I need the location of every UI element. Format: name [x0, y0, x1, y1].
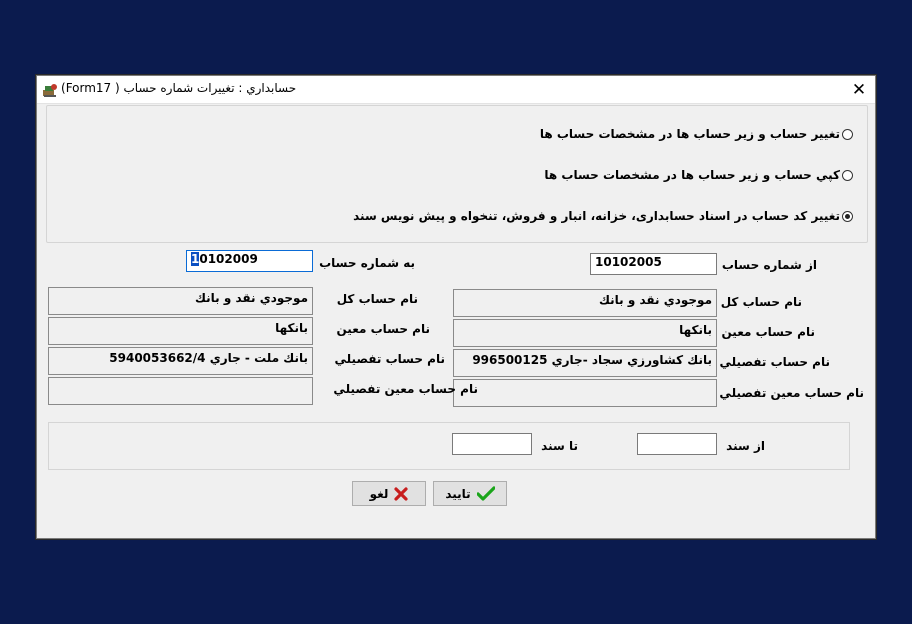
- change-account-dialog: [36, 75, 876, 539]
- from-moein-label: نام حساب معين: [721, 325, 815, 339]
- option-label: تغيير كد حساب در اسناد حسابداری، خزانه، انبار و فروش، تنخواه و پيش نويس سند: [353, 209, 840, 223]
- to-moein-field: بانكها: [48, 317, 313, 345]
- option-label: كپي حساب و زير حساب ها در مشخصات حساب ها: [544, 168, 840, 182]
- checkmark-icon: [477, 486, 495, 502]
- to-general-field: موجودي نقد و بانك: [48, 287, 313, 315]
- to-tafsili-label: نام حساب تفصيلي: [334, 352, 445, 366]
- from-document-label: از سند: [726, 439, 765, 453]
- cross-icon: [394, 487, 408, 501]
- radio-button[interactable]: [842, 170, 853, 181]
- from-tafsili-field: بانك كشاورزي سجاد -جاري 996500125: [453, 349, 717, 377]
- app-icon: [42, 82, 58, 98]
- to-moein-tafsili-label: نام حساب معين تفصيلي: [333, 382, 478, 396]
- window-title: حسابداري : تغييرات شماره حساب ( Form17): [61, 81, 297, 95]
- confirm-button[interactable]: [433, 481, 507, 506]
- from-moein-tafsili-label: نام حساب معين تفصيلي: [719, 386, 864, 400]
- radio-button-selected[interactable]: [842, 211, 853, 222]
- close-icon[interactable]: ✕: [851, 79, 867, 100]
- option-copy-account[interactable]: [544, 168, 853, 182]
- from-moein-tafsili-field: [453, 379, 717, 407]
- from-account-label: از شماره حساب: [721, 258, 817, 272]
- to-account-input[interactable]: [186, 250, 313, 272]
- radio-button[interactable]: [842, 129, 853, 140]
- to-moein-label: نام حساب معين: [336, 322, 430, 336]
- to-moein-tafsili-field: [48, 377, 313, 405]
- option-label: تغيير حساب و زير حساب ها در مشخصات حساب ها: [539, 127, 840, 141]
- cancel-button-label: لغو: [369, 486, 389, 501]
- to-account-value: 0102009: [199, 252, 258, 266]
- from-account-input[interactable]: 10102005: [590, 253, 717, 275]
- from-general-label: نام حساب كل: [720, 295, 802, 309]
- to-document-input[interactable]: [452, 433, 532, 455]
- text-caret-selection: 1: [191, 252, 200, 266]
- option-change-account[interactable]: [540, 127, 853, 141]
- to-account-label: به شماره حساب: [319, 256, 415, 270]
- options-group: [46, 105, 868, 243]
- title-bar[interactable]: [37, 76, 875, 104]
- from-document-input[interactable]: [637, 433, 717, 455]
- confirm-button-label: تاييد: [445, 486, 471, 501]
- to-tafsili-field: بانك ملت - جاري 5940053662/4: [48, 347, 313, 375]
- option-change-code-in-documents[interactable]: [353, 209, 853, 223]
- from-moein-field: بانكها: [453, 319, 717, 347]
- cancel-button[interactable]: [352, 481, 426, 506]
- from-tafsili-label: نام حساب تفصيلي: [719, 355, 830, 369]
- to-general-label: نام حساب كل: [336, 292, 418, 306]
- to-document-label: تا سند: [541, 439, 578, 453]
- from-general-field: موجودي نقد و بانك: [453, 289, 717, 317]
